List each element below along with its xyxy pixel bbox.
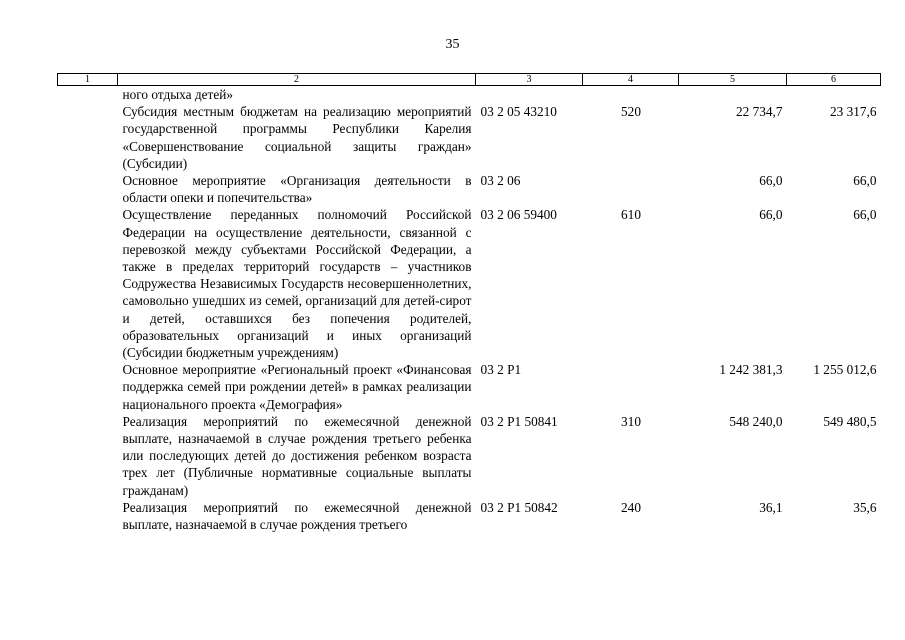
- cell-expense-type: 310: [621, 413, 641, 429]
- cell-empty: [58, 86, 118, 104]
- header-col-6: 6: [787, 74, 881, 86]
- cell-amount-col6: 23 317,6: [829, 104, 877, 120]
- header-col-4: 4: [583, 74, 679, 86]
- cell-empty: [58, 361, 118, 413]
- cell-expense-type: 610: [621, 207, 641, 223]
- cell-name: Осуществление переданных полномочий Российской Федерации на осуществление деятельности, связанной с перевозкой между субъектами Российской Федерации, а также в пределах территорий государств – участников Содружества Независимых Государств несовершеннолетних, самовольно ушедших из семей, организаций для детей-сирот и детей, оставшихся без попечения родителей, образовательных организаций и иных организаций (Субсидии бюджетным учреждениям): [122, 207, 472, 361]
- budget-table: [57, 73, 881, 533]
- cell-code: 03 2 P1: [480, 362, 522, 378]
- cell-amount-col6: 66,0: [853, 173, 877, 189]
- cell-code: 03 2 05 43210: [480, 104, 557, 120]
- cell-code: 03 2 P1 50841: [480, 413, 558, 429]
- table-row: [58, 206, 881, 361]
- table-row: [58, 86, 881, 104]
- cell-amount-col5: 548 240,0: [729, 413, 783, 429]
- cell-expense-type: [583, 361, 679, 413]
- cell-code: 03 2 06: [480, 173, 521, 189]
- cell-name: Реализация мероприятий по ежемесячной денежной выплате, назначаемой в случае рождения третьего ребенка или последующих детей до достижения ребенком возраста трех лет (Публичные нормативные социальные выплаты гражданам): [122, 413, 472, 498]
- cell-amount-col6: 66,0: [853, 207, 877, 223]
- cell-name: Основное мероприятие «Региональный проект «Финансовая поддержка семей при рождении детей» в рамках реализации национального проекта «Демография»: [122, 362, 472, 412]
- cell-empty: [58, 499, 118, 533]
- cell-name: Основное мероприятие «Организация деятельности в области опеки и попечительства»: [122, 173, 472, 206]
- cell-amount-col6: [787, 86, 881, 104]
- cell-empty: [58, 103, 118, 172]
- cell-code: [476, 86, 583, 104]
- cell-amount-col6: 35,6: [853, 499, 877, 515]
- table-row: [58, 172, 881, 206]
- table-header: [58, 74, 881, 86]
- header-col-3: 3: [476, 74, 583, 86]
- cell-amount-col5: 36,1: [759, 499, 783, 515]
- cell-empty: [58, 206, 118, 361]
- cell-empty: [58, 172, 118, 206]
- cell-amount-col5: 66,0: [759, 173, 783, 189]
- table-row: [58, 361, 881, 413]
- cell-empty: [58, 413, 118, 499]
- cell-amount-col5: 22 734,7: [735, 104, 783, 120]
- cell-amount-col6: 1 255 012,6: [813, 362, 877, 378]
- page-number: 35: [445, 37, 460, 52]
- table-body: [58, 86, 881, 534]
- table-row: [58, 413, 881, 499]
- cell-code: 03 2 P1 50842: [480, 499, 558, 515]
- header-col-1: 1: [58, 74, 118, 86]
- cell-name: Субсидия местным бюджетам на реализацию мероприятий государственной программы Республики Карелия «Совершенствование социальной защиты граждан» (Субсидии): [122, 104, 472, 171]
- table-row: [58, 103, 881, 172]
- cell-expense-type: [583, 172, 679, 206]
- cell-amount-col5: 66,0: [759, 207, 783, 223]
- cell-name: Реализация мероприятий по ежемесячной денежной выплате, назначаемой в случае рождения третьего: [122, 499, 472, 533]
- header-col-2: 2: [118, 74, 476, 86]
- cell-expense-type: [583, 86, 679, 104]
- cell-expense-type: 240: [621, 499, 641, 515]
- cell-expense-type: 520: [621, 104, 641, 120]
- cell-amount-col5: 1 242 381,3: [719, 362, 783, 378]
- header-row: [58, 74, 881, 86]
- cell-code: 03 2 06 59400: [480, 207, 557, 223]
- header-col-5: 5: [679, 74, 787, 86]
- cell-amount-col5: [679, 86, 787, 104]
- cell-name: ного отдыха детей»: [122, 87, 234, 102]
- table-row: [58, 499, 881, 533]
- cell-amount-col6: 549 480,5: [823, 413, 877, 429]
